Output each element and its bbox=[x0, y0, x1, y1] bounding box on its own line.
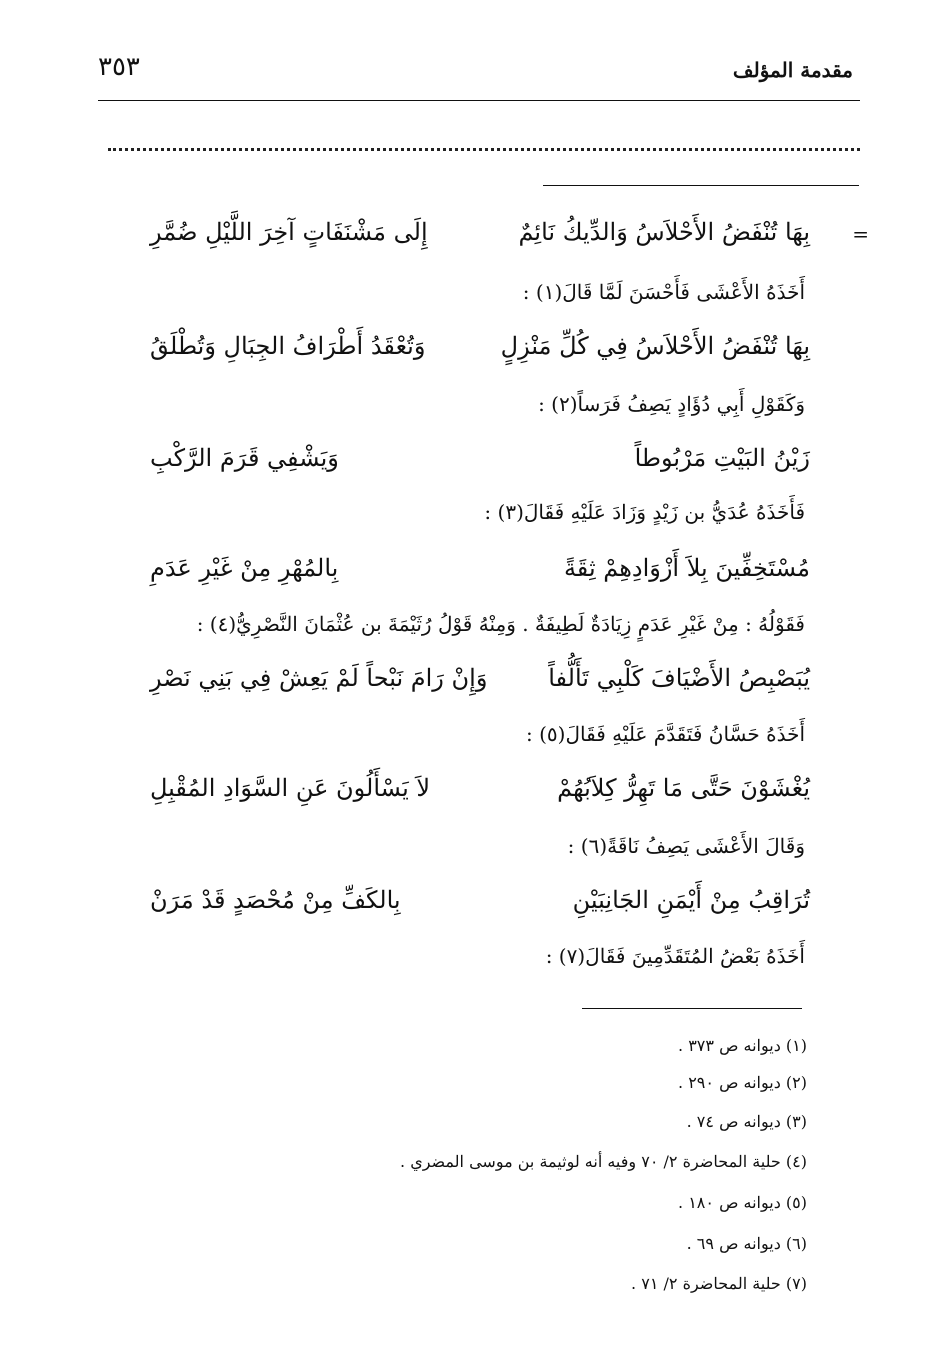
prose-line: أَخَذَهُ بَعْضُ المُتَقَدِّمِينَ فَقَالَ(٧) : bbox=[545, 944, 805, 968]
section-rule bbox=[543, 185, 859, 186]
verse-first-hemistich: بِهَا تُنْفَضُ الأَحْلاَسُ وَالدِّيكُ نَائِمٌ bbox=[518, 218, 810, 246]
verse-line bbox=[150, 218, 810, 258]
prose-line: أَخَذَهُ حَسَّانُ فَتَقَدَّمَ عَلَيْهِ فَقَالَ(٥) : bbox=[526, 722, 805, 746]
verse-first-hemistich: يُغْشَوْنَ حَتَّى مَا تَهِرُّ كِلاَبُهُمْ bbox=[557, 774, 810, 802]
verse-second-hemistich: إِلَى مَشْنَفَاتٍ آخِرَ اللَّيْلِ ضُمَّرِ bbox=[150, 218, 428, 246]
running-header-title: مقدمة المؤلف bbox=[732, 58, 853, 82]
prose-line: أَخَذَهُ الأَعْشَى فَأَحْسَنَ لَمَّا قَالَ(١) : bbox=[522, 280, 805, 304]
verse-second-hemistich: بِالكَفِّ مِنْ مُحْصَدٍ قَدْ مَرَنْ bbox=[150, 886, 401, 914]
verse-first-hemistich: تُرَاقِبُ مِنْ أَيْمَنِ الجَانِبَيْنِ bbox=[572, 886, 810, 914]
verse-line bbox=[150, 774, 810, 814]
verse-line bbox=[150, 664, 810, 704]
dotted-separator bbox=[108, 148, 860, 151]
footnote: (١) ديوانه ص ٣٧٣ . bbox=[678, 1036, 807, 1055]
verse-first-hemistich: مُسْتَخِفِّينَ بِلاَ أَزْوَادِهِمْ ثِقَةً bbox=[563, 554, 810, 582]
footnote: (٧) حلية المحاضرة ٢/ ٧١ . bbox=[631, 1274, 807, 1293]
header-rule bbox=[98, 100, 860, 101]
verse-second-hemistich: وَإِنْ رَامَ نَبْحاً لَمْ يَعِشْ فِي بَنِي نَصْرِ bbox=[150, 664, 488, 692]
verse-line bbox=[150, 554, 810, 594]
verse-first-hemistich: زَيْنُ البَيْتِ مَرْبُوطاً bbox=[634, 444, 810, 472]
verse-second-hemistich: لاَ يَسْأَلُونَ عَنِ السَّوَادِ المُقْبِلِ bbox=[150, 774, 431, 802]
footnote: (٦) ديوانه ص ٦٩ . bbox=[686, 1234, 807, 1253]
verse-first-hemistich: يُبَصْبِصُ الأَضْيَافَ كَلْبِي تَأَلُّفاً bbox=[548, 664, 810, 692]
footnote: (٢) ديوانه ص ٢٩٠ . bbox=[678, 1073, 807, 1092]
verse-first-hemistich: بِهَا تُنْفَضُ الأَحْلاَسُ فِي كُلِّ مَنْزِلٍ bbox=[500, 332, 810, 360]
verse-line bbox=[150, 886, 810, 926]
prose-line: وَكَقَوْلِ أَبِي دُؤَادٍ يَصِفُ فَرَساً(٢) : bbox=[538, 392, 805, 416]
footnote-rule bbox=[582, 1008, 802, 1009]
verse-second-hemistich: بِالمُهْرِ مِنْ غَيْرِ عَدَمِ bbox=[150, 554, 339, 582]
verse-second-hemistich: وَيَشْفِي قَرَمَ الرَّكْبِ bbox=[150, 444, 339, 472]
prose-line: فَأَخَذَهُ عُدَيُّ بن زَيْدٍ وَزَادَ عَلَيْهِ فَقَالَ(٣) : bbox=[484, 500, 805, 524]
page-number: ٣٥٣ bbox=[98, 52, 140, 82]
footnote: (٤) حلية المحاضرة ٢/ ٧٠ وفيه أنه لوثيمة بن موسى المضري . bbox=[400, 1152, 807, 1171]
verse-line bbox=[150, 444, 810, 484]
footnote: (٣) ديوانه ص ٧٤ . bbox=[686, 1112, 807, 1131]
prose-line: فَقَوْلُهُ : مِنْ غَيْرِ عَدَمٍ زِيَادَةٌ لَطِيفَةٌ . وَمِنْهُ قَوْلُ رُثَيْمَةَ بن عُثْمَانَ النَّصْرِيُّ(٤) : bbox=[196, 612, 805, 636]
verse-second-hemistich: وَتُعْقَدُ أَطْرَافُ الجِبَالِ وَتُطْلَقُ bbox=[150, 332, 426, 360]
continuation-mark: = bbox=[852, 222, 869, 246]
verse-line bbox=[150, 332, 810, 372]
prose-line: وَقَالَ الأَعْشَى يَصِفُ نَاقَةً(٦) : bbox=[567, 834, 805, 858]
footnote: (٥) ديوانه ص ١٨٠ . bbox=[678, 1193, 807, 1212]
